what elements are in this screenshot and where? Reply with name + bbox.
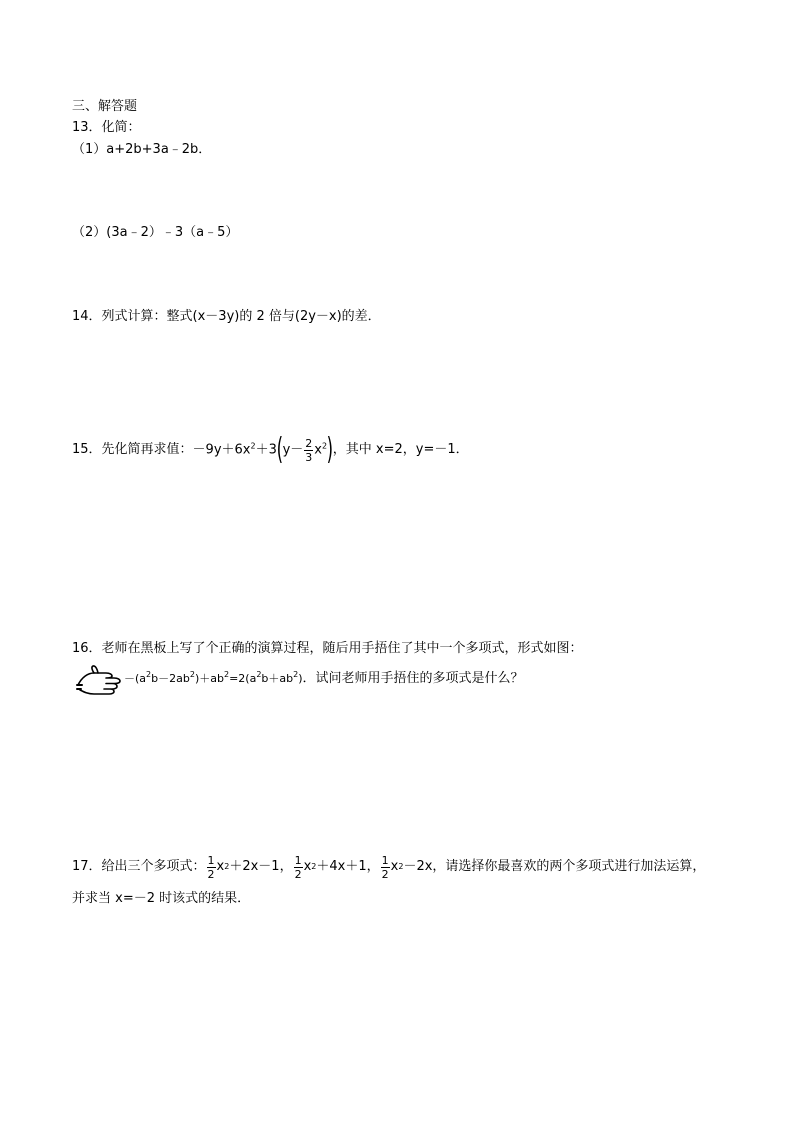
q17-line2: 并求当 x=－2 时该式的结果． — [72, 891, 251, 906]
q15-paren-open: ( — [276, 432, 283, 467]
q17-frac3-num: 1 — [381, 853, 389, 867]
q17-poly1-x: x — [216, 859, 225, 875]
q15-expr-start: －9y＋6x — [192, 442, 251, 458]
q17-poly2-fraction — [294, 854, 303, 881]
q16-exp4: 2 — [256, 670, 262, 679]
q17-poly1-fraction — [207, 854, 216, 881]
q14-text: 14．列式计算：整式(x－3y)的 2 倍与(2y－x)的差． — [72, 309, 381, 324]
q17-frac3-den: 2 — [381, 867, 389, 881]
q16-exp3: 2 — [223, 670, 230, 679]
q16-question: ．试问老师用手捂住的多项式是什么？ — [302, 671, 524, 686]
hand-icon — [76, 663, 122, 695]
q17-line1: 17．给出三个多项式： $\frac{1}{2}$ x 2 ＋2x－1， $\frac{1}{2}$ x 2 ＋4x＋1， $\frac{1}{2}$ x 2 －2x，请选择你最喜欢的两个多项式进行加法运算， — [72, 853, 706, 881]
q17-prefix: 17．给出三个多项式： — [72, 859, 206, 875]
q16-eq-b: b－2ab — [151, 672, 190, 685]
q15-exponent: 2 — [250, 441, 256, 451]
q13-header: 13．化简： — [72, 120, 141, 135]
q15-line — [72, 433, 469, 467]
q13-part2: （2）(3a﹣2）﹣3（a﹣5） — [72, 225, 239, 240]
q16-eq-d: =2(a — [229, 672, 257, 685]
q16-equation-line — [124, 670, 524, 688]
section-title: 三、解答题 — [72, 99, 138, 114]
q16-exp2: 2 — [189, 670, 195, 679]
q17-poly2-x: x — [303, 859, 312, 875]
q16-eq-e: b＋ab — [261, 672, 294, 685]
q13-part1: （1）a+2b+3a﹣2b． — [72, 142, 212, 157]
q17-frac2-den: 2 — [294, 867, 302, 881]
q16-line1: 16．老师在黑板上写了个正确的演算过程，随后用手捂住了其中一个多项式，形式如图： — [72, 641, 583, 656]
q16-equation — [124, 672, 303, 685]
q16-eq-c: )＋ab — [194, 672, 224, 685]
q15-frac-den: 3 — [305, 450, 313, 464]
q17-poly3-rest: －2x，请选择你最喜欢的两个多项式进行加法运算， — [403, 859, 706, 875]
q17-frac1-den: 2 — [207, 867, 215, 881]
q15-plus3: ＋3 — [255, 442, 277, 458]
q17-frac1-num: 1 — [207, 853, 215, 867]
q15-y-minus: y－ — [282, 442, 304, 458]
q17-poly1-rest: ＋2x－1， — [229, 859, 293, 875]
q16-eq-a: －(a — [124, 672, 147, 685]
q17-poly2-rest: ＋4x＋1， — [316, 859, 380, 875]
q15-paren-close: ) — [326, 432, 334, 467]
q17-frac2-num: 1 — [294, 853, 302, 867]
q17-poly3-fraction — [381, 854, 390, 881]
q16-exp1: 2 — [146, 670, 152, 679]
q15-prefix: 15．先化简再求值： — [72, 442, 193, 458]
q15-frac-num: 2 — [305, 436, 313, 450]
q15-suffix: ，其中 x=2，y=－1． — [332, 442, 469, 458]
q15-fraction — [304, 437, 313, 464]
q16-exp5: 2 — [293, 670, 299, 679]
q17-poly3-x: x — [390, 859, 399, 875]
q16-eq-f: ) — [298, 672, 303, 685]
q15-expression — [192, 432, 334, 467]
q15-exponent-2: 2 — [321, 441, 328, 451]
q15-x: x — [314, 442, 322, 458]
